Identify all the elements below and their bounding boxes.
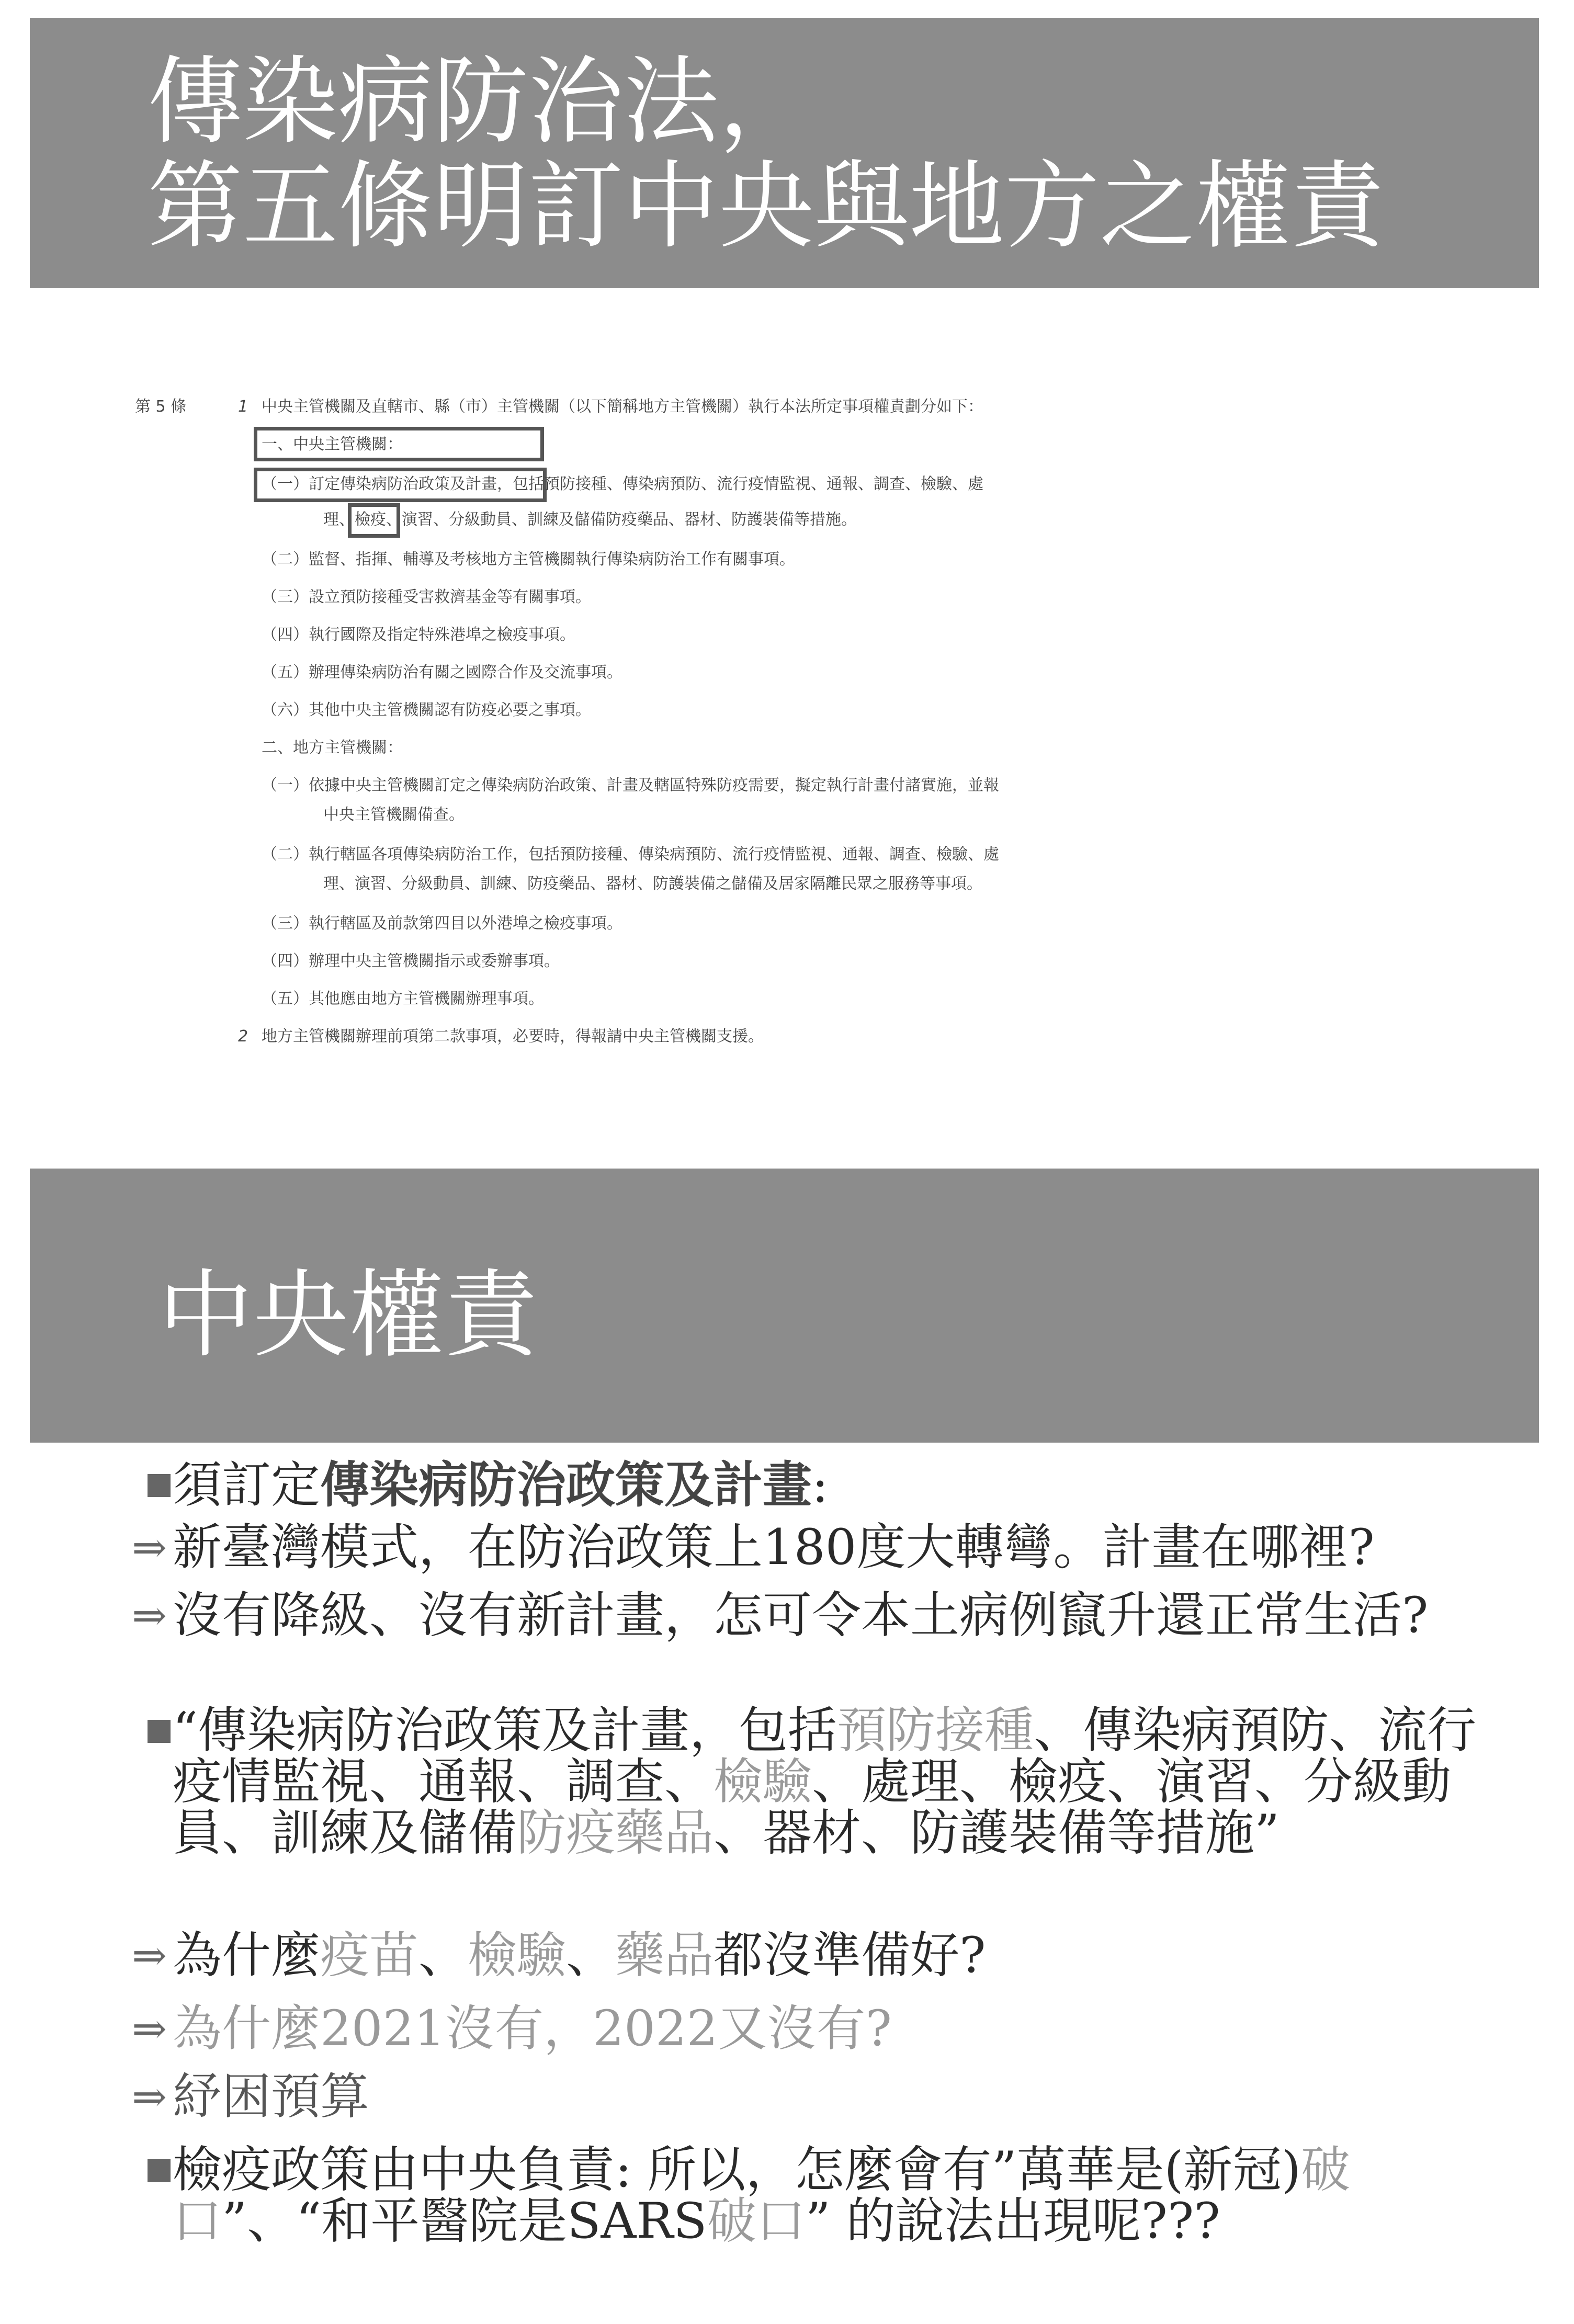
central-item-1a: （一）訂定傳染病防治政策及計畫，包括預防接種、傳染病預防、流行疫情監視、通報、調查、檢驗、處 xyxy=(262,475,983,493)
local-item-1b: 中央主管機關備查。 xyxy=(323,806,465,824)
bullet-1-prefix: 須訂定 xyxy=(173,1457,321,1514)
local-item-2b: 理、演習、分級動員、訓練、防疫藥品、器材、防護裝備之儲備及居家隔離民眾之服務等事項。 xyxy=(323,875,982,893)
arrow-line-3-grey: 藥品 xyxy=(615,1927,714,1984)
paragraph-2-text: 地方主管機關辦理前項第二款事項，必要時，得報請中央主管機關支援。 xyxy=(262,1027,764,1046)
local-item-3: （三）執行轄區及前款第四目以外港埠之檢疫事項。 xyxy=(262,914,622,933)
square-bullet-icon xyxy=(148,1474,171,1497)
arrow-line-2-text: 沒有降級、沒有新計畫，怎可令本土病例竄升還正常生活? xyxy=(173,1587,1429,1644)
arrow-line-4 xyxy=(132,2000,1501,2057)
local-heading: 二、地方主管機關： xyxy=(262,739,403,757)
bullet-2-part: 、處理、檢疫、演習、分級動員、訓練及儲備 xyxy=(173,1753,1452,1862)
central-heading: 一、中央主管機關： xyxy=(262,435,403,454)
local-item-1a: （一）依據中央主管機關訂定之傳染病防治政策、計畫及轄區特殊防疫需要，擬定執行計畫付諸實施，並報 xyxy=(262,776,999,795)
paragraph-1-text: 中央主管機關及直轄市、縣（市）主管機關（以下簡稱地方主管機關）執行本法所定事項權責劃分如下： xyxy=(262,398,983,416)
title-banner-1 xyxy=(30,18,1539,288)
bullet-2-part: 、器材、防護裝備等措施” xyxy=(714,1805,1280,1862)
slide1-title-line2: 第五條明訂中央與地方之權責 xyxy=(148,151,1385,262)
arrow-icon: ⇒ xyxy=(132,1931,167,1980)
statute-excerpt xyxy=(0,387,1574,1067)
bullet-3-part: 檢疫政策由中央負責: 所以，怎麼會有”萬華是(新冠) xyxy=(173,2141,1301,2198)
arrow-icon: ⇒ xyxy=(132,1523,167,1572)
bullet-1 xyxy=(173,1456,1501,1514)
slide2-title: 中央權責 xyxy=(158,1260,539,1370)
arrow-line-5-text: 紓困預算 xyxy=(173,2068,370,2125)
local-item-5: （五）其他應由地方主管機關辦理事項。 xyxy=(262,990,544,1008)
title-banner-2 xyxy=(30,1169,1539,1443)
slide1-title-line1: 傳染病防治法， xyxy=(148,46,814,157)
arrow-line-3-part: 為什麼 xyxy=(173,1927,321,1984)
arrow-line-2 xyxy=(132,1587,1491,1644)
local-item-2a: （二）執行轄區各項傳染病防治工作，包括預防接種、傳染病預防、流行疫情監視、通報、調查、檢驗、處 xyxy=(262,845,999,864)
square-bullet-icon xyxy=(148,1720,171,1743)
arrow-icon: ⇒ xyxy=(132,2072,167,2121)
bullet-1-emphasis: 傳染病防治政策及計畫 xyxy=(320,1456,812,1514)
square-bullet-icon xyxy=(148,2159,171,2182)
arrow-line-3 xyxy=(132,1927,1501,1984)
central-item-6: （六）其他中央主管機關認有防疫必要之事項。 xyxy=(262,701,591,719)
bullet-3-grey: 破口 xyxy=(173,2141,1350,2250)
central-item-5: （五）辦理傳染病防治有關之國際合作及交流事項。 xyxy=(262,663,622,682)
central-item-2: （二）監督、指揮、輔導及考核地方主管機關執行傳染病防治工作有關事項。 xyxy=(262,550,795,569)
arrow-line-3-part: 、 xyxy=(418,1927,468,1984)
central-item-3: （三）設立預防接種受害救濟基金等有關事項。 xyxy=(262,588,591,606)
bullet-3-grey: 破口 xyxy=(707,2193,806,2250)
bullet-1-suffix: : xyxy=(812,1457,829,1514)
local-item-4: （四）辦理中央主管機關指示或委辦事項。 xyxy=(262,952,560,970)
bullet-2 xyxy=(173,1702,1491,1862)
bullet-3-part: ”、“和平醫院是SARS xyxy=(222,2193,707,2250)
bullet-3-part: ” 的說法出現呢??? xyxy=(805,2193,1220,2250)
central-item-4: （四）執行國際及指定特殊港埠之檢疫事項。 xyxy=(262,626,575,644)
arrow-line-4-text: 為什麼2021沒有，2022又沒有? xyxy=(173,2000,892,2057)
arrow-icon: ⇒ xyxy=(132,2004,167,2053)
central-item-1b: 理、檢疫、演習、分級動員、訓練及儲備防疫藥品、器材、防護裝備等措施。 xyxy=(323,511,857,529)
arrow-line-3-grey: 檢驗 xyxy=(468,1927,567,1984)
arrow-line-5 xyxy=(132,2068,1501,2125)
paragraph-number-1: 1 xyxy=(238,398,248,416)
arrow-line-3-part: 都沒準備好? xyxy=(714,1927,986,1984)
article-number: 第 5 條 xyxy=(135,398,187,416)
bullet-2-grey-term: 防疫藥品 xyxy=(517,1805,714,1862)
bullet-2-part: “傳染病防治政策及計畫，包括 xyxy=(173,1702,837,1759)
paragraph-number-2: 2 xyxy=(238,1027,248,1046)
bullet-2-grey-term: 預防接種 xyxy=(837,1702,1034,1759)
bullet-2-grey-term: 檢驗 xyxy=(714,1753,812,1810)
arrow-line-3-part: 、 xyxy=(566,1927,616,1984)
bullet-3 xyxy=(173,2141,1470,2250)
arrow-line-3-grey: 疫苗 xyxy=(320,1927,419,1984)
arrow-icon: ⇒ xyxy=(132,1591,167,1640)
bullet-2-part: 、傳染病預防、流行疫情監視、通報、調查、 xyxy=(173,1702,1477,1810)
arrow-line-1-text: 新臺灣模式，在防治政策上180度大轉彎。計畫在哪裡? xyxy=(173,1519,1375,1576)
arrow-line-1 xyxy=(132,1519,1501,1576)
